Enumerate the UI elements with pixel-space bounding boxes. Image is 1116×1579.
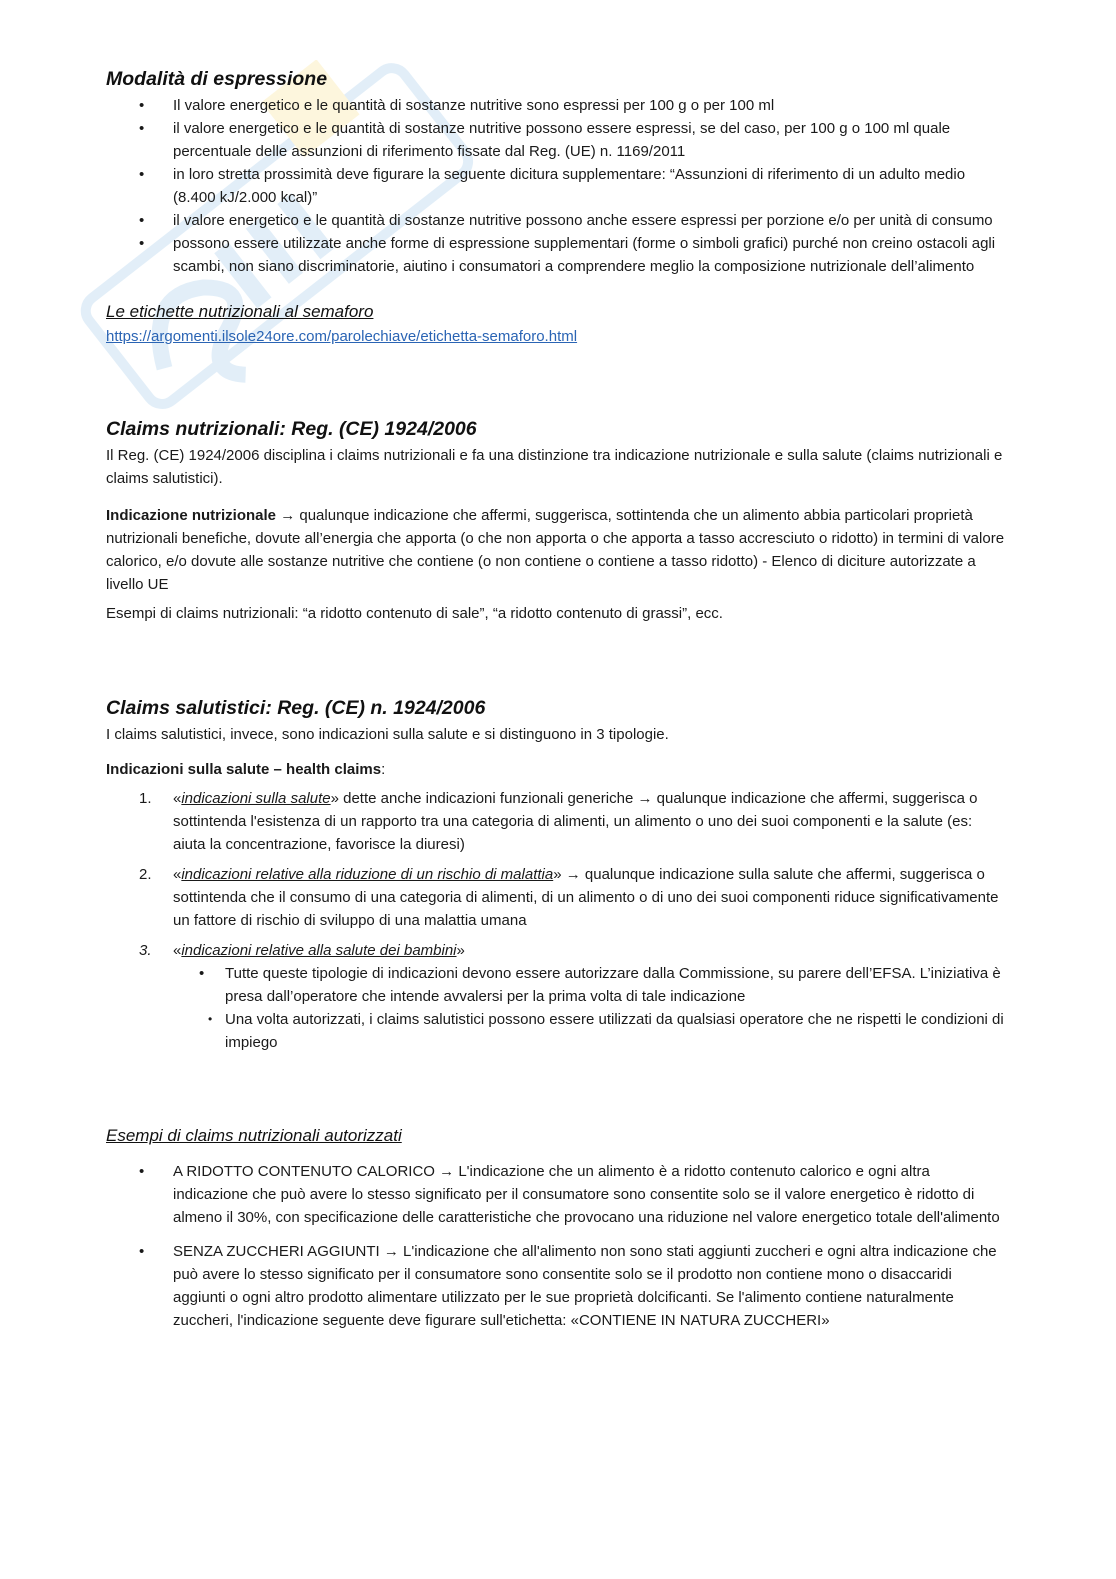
health-claims-title xyxy=(106,758,1006,781)
open-quote: « xyxy=(173,866,182,883)
definition-term: Indicazione nutrizionale xyxy=(106,507,277,524)
arrow-icon: → xyxy=(280,507,296,524)
claim-term: indicazioni relative alla riduzione di un rischio di malattia xyxy=(181,866,554,883)
list-number: 3. xyxy=(139,942,152,959)
list-item: • in loro stretta prossimità deve figurare la seguente dicitura supplementare: “Assunzioni di riferimento di un adulto medio (8.400 kJ/2.000 kcal)” xyxy=(106,163,1006,209)
claim-description: L'indicazione che un alimento è a ridotto contenuto calorico e ogni altra indicazione che può avere lo stesso significato per il consumatore sono consentite solo se il valore energetico è ridotto di almeno il 30%, con specificazione delle caratteristiche che provocano una riduzione nel valore energetico totale dell'alimento xyxy=(173,1163,1000,1226)
arrow-icon: → xyxy=(383,1243,399,1260)
authorized-claims-list xyxy=(106,1160,1006,1332)
claim-text: → qualunque indicazione sulla salute che affermi, suggerisca o sottintenda che il consumo di una categoria di alimenti, di un alimento o di uno dei suoi componenti riduce significativamente un fattore di rischio di sviluppo di una malattia umana xyxy=(173,866,999,929)
expression-bullet-list xyxy=(106,94,1006,278)
health-claims-title-colon: : xyxy=(381,761,386,778)
claim-description: L'indicazione che all'alimento non sono stati aggiunti zuccheri e ogni altra indicazione che può avere lo stesso significato per il consumatore sono consentite solo se il prodotto non contiene mono o disaccaridi aggiunti o ogni altro prodotto alimentare utilizzato per le sue proprietà dolcificanti. Se l'alimento contiene naturalmente zuccheri, l'indicazione seguente deve figurare sull'etichetta: «CONTIENE IN NATURA ZUCCHERI» xyxy=(173,1243,997,1329)
heading-esempi-claims-autorizzati: Esempi di claims nutrizionali autorizzati xyxy=(106,1126,402,1145)
semaforo-link[interactable]: https://argomenti.ilsole24ore.com/parolechiave/etichetta-semaforo.html xyxy=(106,328,578,345)
sub-list-item: • Una volta autorizzati, i claims salutistici possono essere utilizzati da qualsiasi operatore che ne rispetti le condizioni di impiego xyxy=(173,1008,1006,1054)
heading-claims-salutistici: Claims salutistici: Reg. (CE) n. 1924/2006 xyxy=(106,697,486,719)
close-quote: » xyxy=(553,866,562,883)
claim-name: A RIDOTTO CONTENUTO CALORICO xyxy=(173,1163,435,1180)
heading-modalita-espressione: Modalità di espressione xyxy=(106,68,328,90)
claim-term: indicazioni relative alla salute dei bambini xyxy=(181,942,457,959)
list-item: • il valore energetico e le quantità di sostanze nutritive possono essere espressi, se del caso, per 100 g o 100 ml quale percentuale delle assunzioni di riferimento fissate dal Reg. (UE) n. 1169/2011 xyxy=(106,117,1006,163)
heading-claims-nutrizionali: Claims nutrizionali: Reg. (CE) 1924/2006 xyxy=(106,418,477,440)
health-claims-title-text: Indicazioni sulla salute – health claims xyxy=(106,761,382,778)
list-item xyxy=(106,1160,1006,1229)
authorization-sub-list xyxy=(173,962,1006,1054)
document-page xyxy=(106,64,1006,1343)
sub-list-item: • Tutte queste tipologie di indicazioni devono essere autorizzare dalla Commissione, su parere dell’EFSA. L’iniziativa è presa dall’operatore che intende avvalersi per la prima volta di tale indicazione xyxy=(173,962,1006,1008)
list-item: • Il valore energetico e le quantità di sostanze nutritive sono espressi per 100 g o per 100 ml xyxy=(106,94,1006,117)
definition-text: qualunque indicazione che affermi, suggerisca, sottintenda che un alimento abbia particolari proprietà nutrizionali benefiche, dovute all’energia che apporta (o che non apporta o che apporta a tasso accresciuto o ridotto) in termini di valore calorico, e/o dovute alle sostanze nutritive che contiene (o non contiene o contiene a tasso ridotto) - Elenco di diciture autorizzate a livello UE xyxy=(106,507,1005,593)
arrow-icon: → xyxy=(439,1163,455,1180)
list-item xyxy=(106,1240,1006,1332)
claims-salutistici-intro: I claims salutistici, invece, sono indicazioni sulla salute e si distinguono in 3 tipologie. xyxy=(106,726,669,743)
list-item xyxy=(106,939,1006,1054)
list-item: • possono essere utilizzate anche forme di espressione supplementari (forme o simboli grafici) purché non creino ostacoli agli scambi, non siano discriminatorie, aiutino i consumatori a comprendere meglio la composizione nutrizionale dell’alimento xyxy=(106,232,1006,278)
health-claims-list xyxy=(106,787,1006,1054)
close-quote: » xyxy=(330,790,339,807)
close-quote: » xyxy=(456,942,465,959)
list-number: 1. xyxy=(139,790,152,807)
heading-etichette-semaforo: Le etichette nutrizionali al semaforo xyxy=(106,302,374,321)
open-quote: « xyxy=(173,942,182,959)
claim-term: indicazioni sulla salute xyxy=(181,790,331,807)
claims-examples: Esempi di claims nutrizionali: “a ridotto contenuto di sale”, “a ridotto contenuto di grassi”, ecc. xyxy=(106,605,723,622)
list-item xyxy=(106,863,1006,932)
list-item: • il valore energetico e le quantità di sostanze nutritive possono anche essere espressi per porzione e/o per unità di consumo xyxy=(106,209,1006,232)
open-quote: « xyxy=(173,790,182,807)
indicazione-nutrizionale-definition xyxy=(106,504,1006,596)
claims-nutrizionali-intro: Il Reg. (CE) 1924/2006 disciplina i claims nutrizionali e fa una distinzione tra indicazione nutrizionale e sulla salute (claims nutrizionali e claims salutistici). xyxy=(106,447,1003,487)
claim-name: SENZA ZUCCHERI AGGIUNTI xyxy=(173,1243,380,1260)
list-number: 2. xyxy=(139,866,152,883)
list-item xyxy=(106,787,1006,856)
claim-text: dette anche indicazioni funzionali generiche → qualunque indicazione che affermi, suggerisca o sottintenda l'esistenza di un rapporto tra una categoria di alimenti, un alimento o uno dei suoi componenti e la salute (es: aiuta la concentrazione, favorisce la diuresi) xyxy=(173,790,978,853)
